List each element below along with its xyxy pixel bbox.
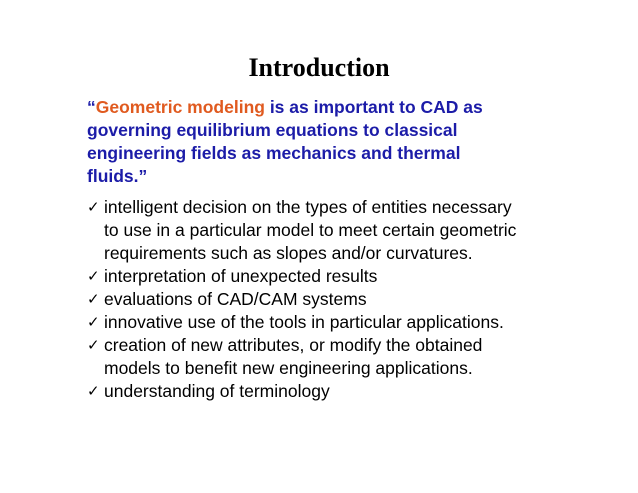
quote-highlight: Geometric modeling (95, 97, 265, 117)
checkmark-icon: ✓ (87, 267, 100, 285)
quote-line-2: governing equilibrium equations to classical (87, 120, 458, 140)
bullet-text: interpretation of unexpected results (104, 266, 378, 286)
checkmark-icon: ✓ (87, 336, 100, 354)
bullet-item (87, 334, 587, 380)
bullet-text: intelligent decision on the types of entities necessary (104, 197, 512, 217)
bullet-text: models to benefit new engineering applications. (104, 358, 473, 378)
checkmark-icon: ✓ (87, 382, 100, 400)
slide-title: Introduction (248, 53, 390, 82)
bullet-text: requirements such as slopes and/or curvatures. (104, 243, 473, 263)
quote-line-1 (87, 96, 557, 119)
bullet-item (87, 311, 587, 334)
quote-open-mark: “ (87, 97, 96, 117)
quote-line-1-rest: is as important to CAD as (264, 97, 483, 117)
bullet-item (87, 380, 587, 403)
bullet-text: evaluations of CAD/CAM systems (104, 289, 367, 309)
checkmark-icon: ✓ (87, 313, 100, 331)
bullet-item (87, 288, 587, 311)
bullet-list (87, 196, 587, 403)
bullet-item (87, 196, 587, 265)
bullet-text: innovative use of the tools in particular applications. (104, 312, 504, 332)
bullet-text: to use in a particular model to meet certain geometric (104, 220, 517, 240)
checkmark-icon: ✓ (87, 290, 100, 308)
bullet-text: understanding of terminology (104, 381, 330, 401)
quote-block (87, 96, 557, 188)
bullet-item (87, 265, 587, 288)
checkmark-icon: ✓ (87, 198, 100, 216)
quote-line-3: engineering fields as mechanics and thermal (87, 143, 461, 163)
quote-line-4: fluids.” (87, 166, 148, 186)
bullet-text: creation of new attributes, or modify the obtained (104, 335, 483, 355)
